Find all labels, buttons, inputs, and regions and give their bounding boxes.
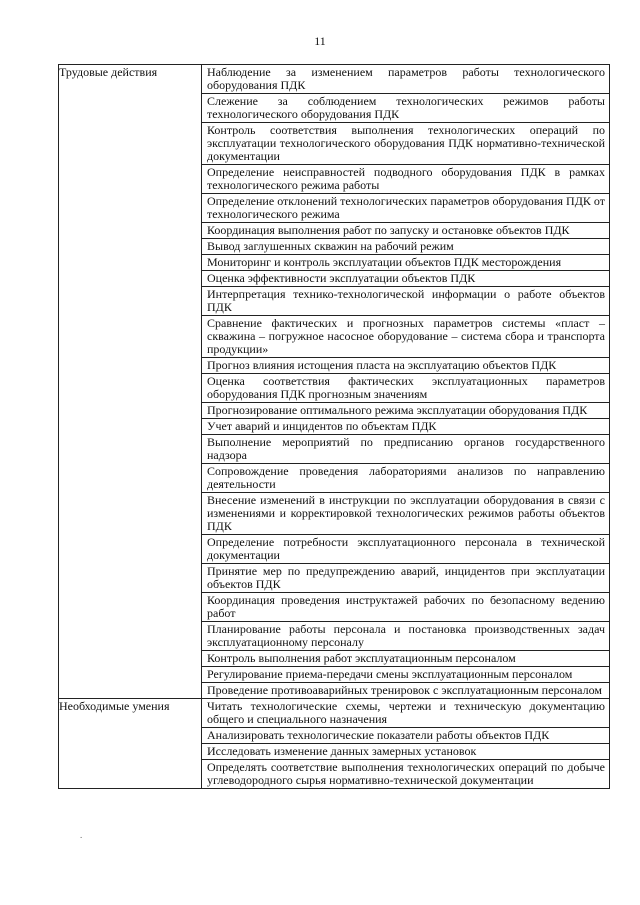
section-items bbox=[202, 699, 610, 789]
list-item: Регулирование приема-передачи смены эксплуатационным персоналом bbox=[202, 667, 609, 683]
list-item: Исследовать изменение данных замерных установок bbox=[202, 744, 609, 760]
section-label: Трудовые действия bbox=[59, 65, 202, 699]
list-item: Контроль выполнения работ эксплуатационным персоналом bbox=[202, 651, 609, 667]
page-number: 11 bbox=[314, 34, 326, 48]
list-item: Вывод заглушенных скважин на рабочий режим bbox=[202, 239, 609, 255]
list-item: Внесение изменений в инструкции по эксплуатации оборудования в связи с изменениями и корректировкой технологических режимов работы объектов ПДК bbox=[202, 493, 609, 535]
list-item: Оценка соответствия фактических эксплуатационных параметров оборудования ПДК прогнозным значениям bbox=[202, 374, 609, 403]
list-item: Планирование работы персонала и постановка производственных задач эксплуатационному персоналу bbox=[202, 622, 609, 651]
list-item: Анализировать технологические показатели работы объектов ПДК bbox=[202, 728, 609, 744]
list-item: Учет аварий и инцидентов по объектам ПДК bbox=[202, 419, 609, 435]
list-item: Определение неисправностей подводного оборудования ПДК в рамках технологического режима работы bbox=[202, 165, 609, 194]
section-row bbox=[59, 699, 610, 789]
section-label: Необходимые умения bbox=[59, 699, 202, 789]
list-item: Прогноз влияния истощения пласта на эксплуатацию объектов ПДК bbox=[202, 358, 609, 374]
list-item: Принятие мер по предупреждению аварий, инцидентов при эксплуатации объектов ПДК bbox=[202, 564, 609, 593]
list-item: Проведение противоаварийных тренировок с эксплуатационным персоналом bbox=[207, 683, 602, 697]
list-item: Оценка эффективности эксплуатации объектов ПДК bbox=[202, 271, 609, 287]
list-item: Координация выполнения работ по запуску и остановке объектов ПДК bbox=[202, 223, 609, 239]
scan-mark: . bbox=[80, 830, 83, 840]
list-item: Мониторинг и контроль эксплуатации объектов ПДК месторождения bbox=[202, 255, 609, 271]
requirements-table bbox=[58, 64, 610, 789]
list-item: Слежение за соблюдением технологических режимов работы технологического оборудования ПДК bbox=[202, 94, 609, 123]
list-item: Интерпретация технико-технологической информации о работе объектов ПДК bbox=[202, 287, 609, 316]
list-item: Определение потребности эксплуатационного персонала в технической документации bbox=[202, 535, 609, 564]
list-item: Координация проведения инструктажей рабочих по безопасному ведению работ bbox=[202, 593, 609, 622]
list-item: Сопровождение проведения лабораториями анализов по направлению деятельности bbox=[202, 464, 609, 493]
list-item: Определять соответствие выполнения технологических операций по добыче углеводородного сырья нормативно-технической документации bbox=[207, 760, 605, 787]
list-item: Прогнозирование оптимального режима эксплуатации оборудования ПДК bbox=[202, 403, 609, 419]
list-item: Наблюдение за изменением параметров работы технологического оборудования ПДК bbox=[202, 65, 609, 94]
section-items bbox=[202, 65, 610, 699]
list-item: Сравнение фактических и прогнозных параметров системы «пласт – скважина – погружное насосное оборудование – система сбора и транспорта продукции» bbox=[202, 316, 609, 358]
list-item: Выполнение мероприятий по предписанию органов государственного надзора bbox=[202, 435, 609, 464]
list-item: Определение отклонений технологических параметров оборудования ПДК от технологического режима bbox=[202, 194, 609, 223]
list-item: Контроль соответствия выполнения технологических операций по эксплуатации технологического оборудования ПДК нормативно-технической документации bbox=[202, 123, 609, 165]
section-row bbox=[59, 65, 610, 699]
list-item: Читать технологические схемы, чертежи и техническую документацию общего и специального назначения bbox=[202, 699, 609, 728]
